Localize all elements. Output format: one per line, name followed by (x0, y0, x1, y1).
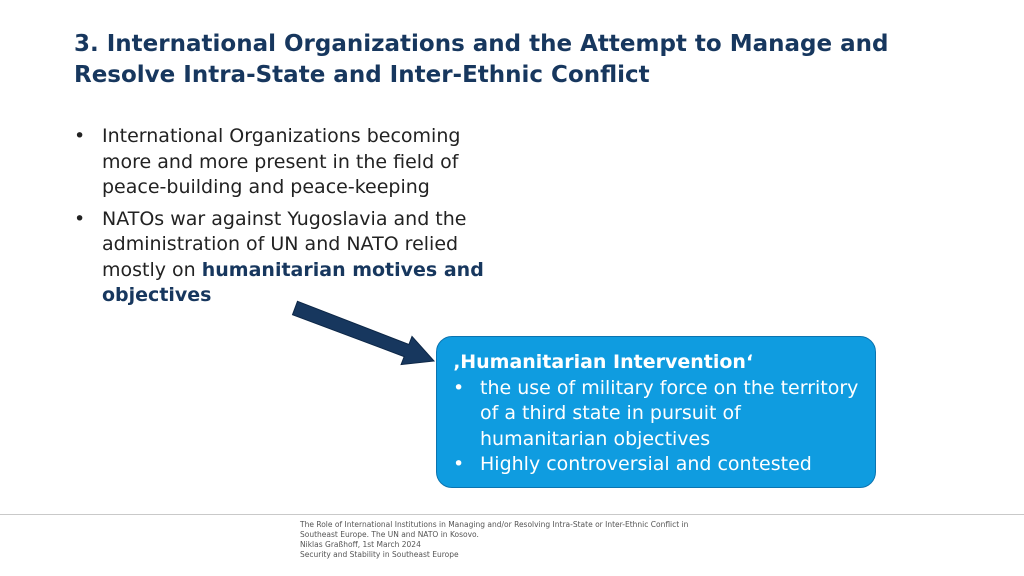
callout-title: ‚Humanitarian Intervention‘ (453, 351, 754, 373)
callout-item-text: the use of military force on the territory of a third state in pursuit of humanitarian objectives (480, 376, 859, 450)
humanitarian-intervention-callout (436, 336, 876, 488)
bullet-emphasis: humanitarian motives and objectives (102, 258, 484, 306)
bullet-dot: • (74, 207, 86, 230)
footer-line: Southeast Europe. The UN and NATO in Kosovo. (300, 530, 479, 539)
footer-line: Security and Stability in Southeast Europe (300, 550, 459, 559)
slide-title: 3. International Organizations and the Attempt to Manage and Resolve Intra-State and Inter-Ethnic Conflict (74, 31, 889, 88)
callout-list (453, 376, 859, 478)
footer (300, 520, 800, 560)
footer-divider (0, 514, 1024, 515)
bullet-dot: • (74, 125, 86, 147)
footer-line: Niklas Graßhoff, 1st March 2024 (300, 540, 421, 549)
bullet-text: NATOs war against Yugoslavia and the administration of UN and NATO relied mostly on (102, 207, 467, 281)
footer-line: The Role of International Institutions in Managing and/or Resolving Intra-State or Inter-Ethnic Conflict in (300, 520, 689, 529)
bullet-text: International Organizations becoming more and more present in the field of peace-building and peace-keeping (102, 125, 461, 198)
bullet-dot: • (453, 453, 465, 475)
bullet-dot: • (453, 376, 465, 399)
arrow-shape (293, 301, 435, 364)
callout-item (453, 376, 859, 453)
callout-item-text: Highly controversial and contested (480, 453, 812, 475)
callout-item (453, 452, 859, 478)
